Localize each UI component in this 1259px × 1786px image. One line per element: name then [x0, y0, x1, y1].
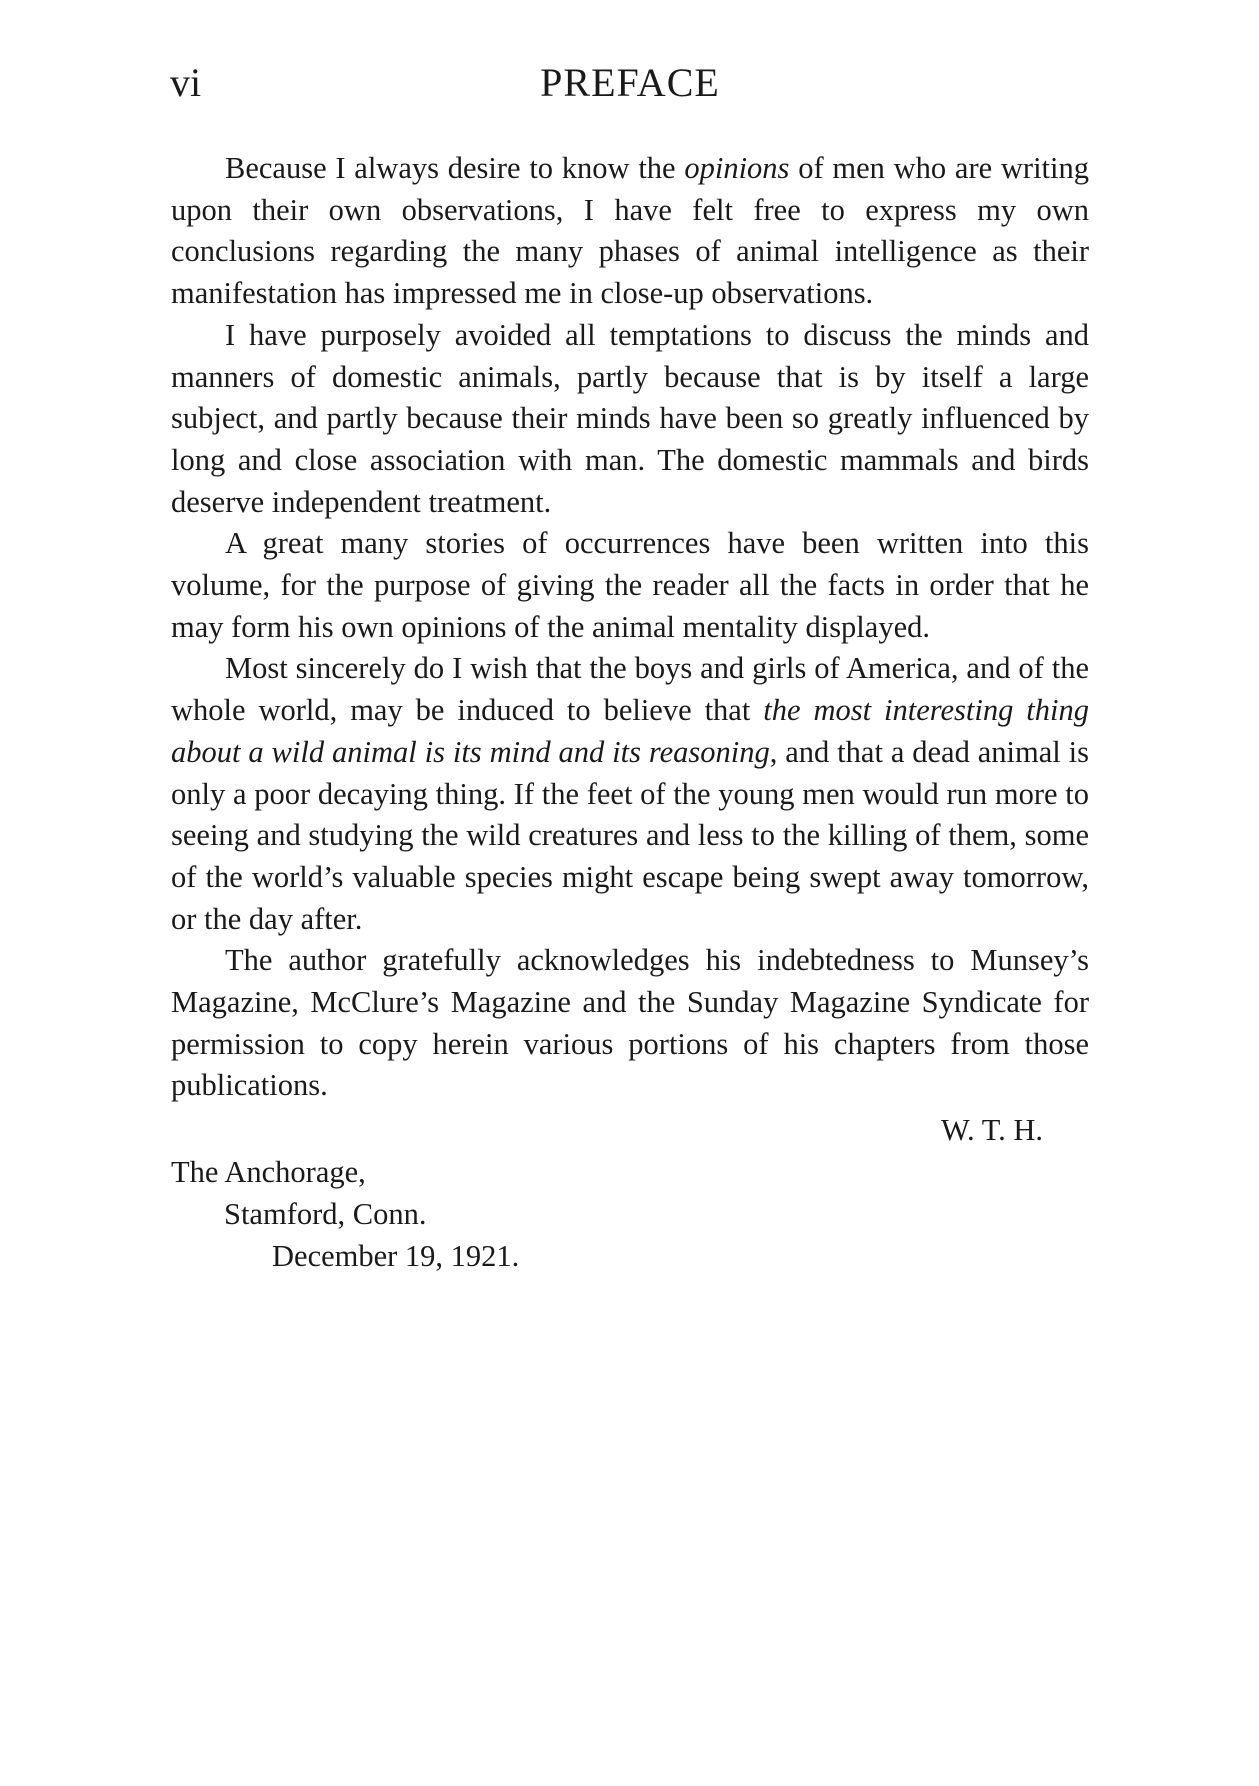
paragraph-1-text-start: Because I always desire to know the [225, 151, 685, 185]
page-number: vi [170, 60, 202, 105]
paragraph-1-emphasis: opinions [684, 151, 790, 185]
paragraph-4-text-start: Most sincerely do I wish that the boys and girls of America, and of the whole world, may be induced to believe that [171, 651, 1089, 728]
place-line-2: Stamford, Conn. [224, 1197, 427, 1232]
place-line-1: The Anchorage, [171, 1155, 366, 1190]
page-header [170, 58, 1090, 108]
paragraph-1-text-end: of men who are writing upon their own observations, I have felt free to express my own conclusions regarding the many phases of animal intelligence as their manifestation has impressed me in close-up observations. [171, 151, 1090, 311]
running-title: PREFACE [540, 60, 720, 105]
paragraph-3: A great many stories of occurrences have been written into this volume, for the purpose of giving the reader all the facts in order that he may form his own opinions of the animal mentality displayed. [171, 526, 1089, 644]
date-line: December 19, 1921. [272, 1239, 520, 1274]
paragraph-4-emphasis: the most interesting thing about a wild animal is its mind and its reasoning [171, 693, 1090, 769]
paragraph-5: The author gratefully acknowledges his indebtedness to Munsey’s Magazine, McClure’s Magazine and the Sunday Magazine Syndicate for permission to copy herein various portions of his chapters from those publications. [171, 943, 1089, 1103]
author-initials: W. T. H. [941, 1113, 1043, 1148]
paragraph-4-text-end: , and that a dead animal is only a poor decaying thing. If the feet of the young men would run more to seeing and studying the wild creatures and less to the killing of them, some of the world’s valuable species might escape being swept away tomorrow, or the day after. [171, 734, 1089, 936]
paragraph-1 [171, 148, 1089, 315]
paragraph-4 [171, 648, 1089, 940]
preface-body [171, 148, 1089, 1277]
paragraph-2: I have purposely avoided all temptations to discuss the minds and manners of domestic animals, partly because that is by itself a large subject, and partly because their minds have been so greatly influenced by long and close association with man. The domestic mammals and birds deserve independent treatment. [171, 317, 1089, 519]
